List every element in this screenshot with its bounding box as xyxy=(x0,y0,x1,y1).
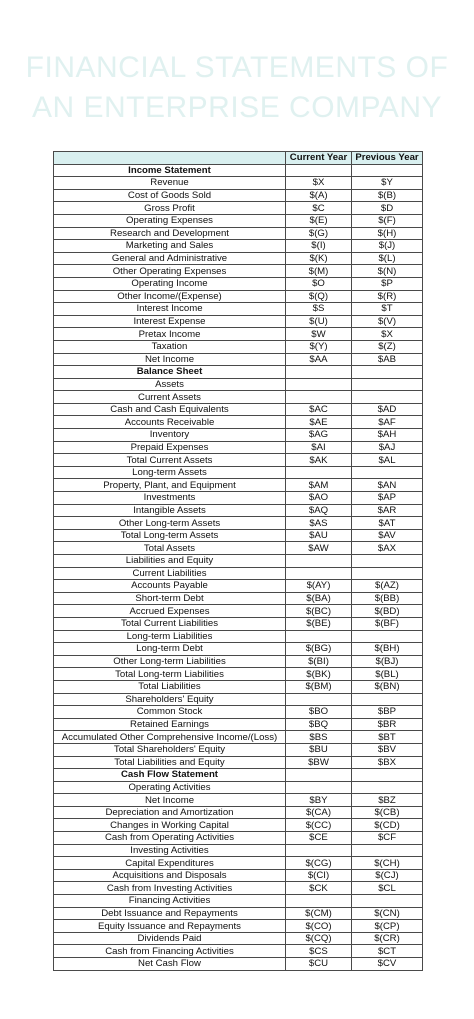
previous-year-value: $BR xyxy=(352,718,423,731)
table-row xyxy=(54,340,423,353)
table-row xyxy=(54,794,423,807)
row-label: Cash and Cash Equivalents xyxy=(54,403,286,416)
table-row xyxy=(54,555,423,568)
current-year-value: $AQ xyxy=(286,504,352,517)
previous-year-value: $D xyxy=(352,202,423,215)
section-heading-row xyxy=(54,164,423,177)
table-row xyxy=(54,958,423,971)
row-label: Total Long-term Assets xyxy=(54,529,286,542)
current-year-value: $(Y) xyxy=(286,340,352,353)
current-year-value: $AE xyxy=(286,416,352,429)
row-label: Financing Activities xyxy=(54,895,286,908)
table-row xyxy=(54,706,423,719)
current-year-value: $BS xyxy=(286,731,352,744)
current-year-value: $(BA) xyxy=(286,592,352,605)
current-year-value xyxy=(286,366,352,379)
header-blank xyxy=(54,152,286,165)
row-label: Other Long-term Liabilities xyxy=(54,655,286,668)
current-year-value: $AI xyxy=(286,441,352,454)
table-row xyxy=(54,857,423,870)
current-year-value xyxy=(286,630,352,643)
row-label: Total Current Assets xyxy=(54,454,286,467)
current-year-value: $(CI) xyxy=(286,869,352,882)
previous-year-value xyxy=(352,567,423,580)
current-year-value: $(A) xyxy=(286,189,352,202)
row-label: Cash from Investing Activities xyxy=(54,882,286,895)
table-row xyxy=(54,882,423,895)
table-row xyxy=(54,542,423,555)
previous-year-value: $(J) xyxy=(352,240,423,253)
row-label: Retained Earnings xyxy=(54,718,286,731)
table-body xyxy=(54,164,423,970)
row-label: Long-term Liabilities xyxy=(54,630,286,643)
row-label: Cash from Financing Activities xyxy=(54,945,286,958)
current-year-value: $O xyxy=(286,277,352,290)
row-label: Taxation xyxy=(54,340,286,353)
row-label: Acquisitions and Disposals xyxy=(54,869,286,882)
section-heading-row xyxy=(54,366,423,379)
previous-year-value: $(V) xyxy=(352,315,423,328)
row-label: Research and Development xyxy=(54,227,286,240)
current-year-value: $AA xyxy=(286,353,352,366)
table-row xyxy=(54,429,423,442)
row-label: Balance Sheet xyxy=(54,366,286,379)
row-label: Marketing and Sales xyxy=(54,240,286,253)
previous-year-value: $X xyxy=(352,328,423,341)
previous-year-value: $P xyxy=(352,277,423,290)
row-label: Accounts Payable xyxy=(54,580,286,593)
current-year-value xyxy=(286,769,352,782)
current-year-value: $AU xyxy=(286,529,352,542)
current-year-value: $W xyxy=(286,328,352,341)
previous-year-value: $BV xyxy=(352,743,423,756)
table-row xyxy=(54,630,423,643)
previous-year-value: $AL xyxy=(352,454,423,467)
row-label: Assets xyxy=(54,378,286,391)
row-label: Equity Issuance and Repayments xyxy=(54,920,286,933)
row-label: Cost of Goods Sold xyxy=(54,189,286,202)
current-year-value: $(CQ) xyxy=(286,932,352,945)
row-label: Shareholders' Equity xyxy=(54,693,286,706)
financial-table-container xyxy=(53,151,422,971)
row-label: Long-term Debt xyxy=(54,643,286,656)
row-label: Other Long-term Assets xyxy=(54,517,286,530)
row-label: Interest Income xyxy=(54,303,286,316)
row-label: Debt Issuance and Repayments xyxy=(54,907,286,920)
previous-year-value: $(N) xyxy=(352,265,423,278)
table-row xyxy=(54,580,423,593)
table-row xyxy=(54,643,423,656)
previous-year-value xyxy=(352,769,423,782)
title-line-2: AN ENTERPRISE COMPANY xyxy=(31,91,442,124)
previous-year-value: $(CD) xyxy=(352,819,423,832)
table-row xyxy=(54,920,423,933)
current-year-value: $BU xyxy=(286,743,352,756)
previous-year-value: $(BL) xyxy=(352,668,423,681)
table-row xyxy=(54,328,423,341)
previous-year-value: $(BJ) xyxy=(352,655,423,668)
table-row xyxy=(54,277,423,290)
previous-year-value: $(CR) xyxy=(352,932,423,945)
previous-year-value xyxy=(352,630,423,643)
table-row xyxy=(54,441,423,454)
current-year-value: $(CM) xyxy=(286,907,352,920)
row-label: Total Shareholders' Equity xyxy=(54,743,286,756)
previous-year-value: $(AZ) xyxy=(352,580,423,593)
previous-year-value: $(B) xyxy=(352,189,423,202)
previous-year-value: $(BN) xyxy=(352,680,423,693)
table-row xyxy=(54,202,423,215)
previous-year-value: $(BB) xyxy=(352,592,423,605)
current-year-value xyxy=(286,895,352,908)
current-year-value: $AS xyxy=(286,517,352,530)
page-title xyxy=(0,48,474,128)
row-label: Total Long-term Liabilities xyxy=(54,668,286,681)
previous-year-value xyxy=(352,844,423,857)
table-row xyxy=(54,378,423,391)
table-row xyxy=(54,454,423,467)
table-row xyxy=(54,907,423,920)
current-year-value: $AC xyxy=(286,403,352,416)
current-year-value: $(G) xyxy=(286,227,352,240)
table-row xyxy=(54,252,423,265)
row-label: Capital Expenditures xyxy=(54,857,286,870)
table-row xyxy=(54,945,423,958)
row-label: Gross Profit xyxy=(54,202,286,215)
row-label: Total Liabilities xyxy=(54,680,286,693)
current-year-value: $(I) xyxy=(286,240,352,253)
previous-year-value: $(L) xyxy=(352,252,423,265)
row-label: Revenue xyxy=(54,177,286,190)
row-label: Prepaid Expenses xyxy=(54,441,286,454)
previous-year-value: $(CN) xyxy=(352,907,423,920)
row-label: Dividends Paid xyxy=(54,932,286,945)
current-year-value: $(M) xyxy=(286,265,352,278)
previous-year-value: $CL xyxy=(352,882,423,895)
header-previous-year: Previous Year xyxy=(352,152,423,165)
current-year-value: $AG xyxy=(286,429,352,442)
previous-year-value xyxy=(352,164,423,177)
previous-year-value: $BP xyxy=(352,706,423,719)
row-label: Pretax Income xyxy=(54,328,286,341)
current-year-value: $(BI) xyxy=(286,655,352,668)
table-row xyxy=(54,731,423,744)
row-label: Investing Activities xyxy=(54,844,286,857)
row-label: Changes in Working Capital xyxy=(54,819,286,832)
current-year-value xyxy=(286,693,352,706)
row-label: Total Liabilities and Equity xyxy=(54,756,286,769)
previous-year-value: $(Z) xyxy=(352,340,423,353)
table-row xyxy=(54,315,423,328)
row-label: Total Current Liabilities xyxy=(54,617,286,630)
current-year-value: $X xyxy=(286,177,352,190)
previous-year-value: $AF xyxy=(352,416,423,429)
row-label: Total Assets xyxy=(54,542,286,555)
previous-year-value: $(BD) xyxy=(352,605,423,618)
row-label: Net Cash Flow xyxy=(54,958,286,971)
row-label: Operating Expenses xyxy=(54,214,286,227)
row-label: Intangible Assets xyxy=(54,504,286,517)
previous-year-value: $CF xyxy=(352,832,423,845)
table-row xyxy=(54,529,423,542)
previous-year-value: $AT xyxy=(352,517,423,530)
table-row xyxy=(54,617,423,630)
current-year-value: $(Q) xyxy=(286,290,352,303)
table-row xyxy=(54,504,423,517)
previous-year-value xyxy=(352,781,423,794)
row-label: Operating Activities xyxy=(54,781,286,794)
row-label: Cash Flow Statement xyxy=(54,769,286,782)
table-row xyxy=(54,290,423,303)
previous-year-value: $CV xyxy=(352,958,423,971)
previous-year-value: $AB xyxy=(352,353,423,366)
table-row xyxy=(54,592,423,605)
previous-year-value: $AV xyxy=(352,529,423,542)
previous-year-value: $AP xyxy=(352,492,423,505)
previous-year-value: $CT xyxy=(352,945,423,958)
previous-year-value: $(CP) xyxy=(352,920,423,933)
current-year-value: $(CO) xyxy=(286,920,352,933)
row-label: Current Liabilities xyxy=(54,567,286,580)
header-current-year: Current Year xyxy=(286,152,352,165)
row-label: Short-term Debt xyxy=(54,592,286,605)
row-label: Current Assets xyxy=(54,391,286,404)
previous-year-value: $(CJ) xyxy=(352,869,423,882)
row-label: Operating Income xyxy=(54,277,286,290)
current-year-value: $(K) xyxy=(286,252,352,265)
current-year-value: $C xyxy=(286,202,352,215)
table-row xyxy=(54,806,423,819)
row-label: Long-term Assets xyxy=(54,466,286,479)
current-year-value: $(E) xyxy=(286,214,352,227)
previous-year-value: $(CH) xyxy=(352,857,423,870)
previous-year-value: $(BH) xyxy=(352,643,423,656)
previous-year-value xyxy=(352,555,423,568)
table-row xyxy=(54,743,423,756)
current-year-value: $(AY) xyxy=(286,580,352,593)
current-year-value xyxy=(286,567,352,580)
table-row xyxy=(54,605,423,618)
current-year-value: $CK xyxy=(286,882,352,895)
financial-table xyxy=(53,151,423,971)
section-heading-row xyxy=(54,769,423,782)
table-row xyxy=(54,844,423,857)
table-row xyxy=(54,353,423,366)
current-year-value: $(BM) xyxy=(286,680,352,693)
current-year-value: $AM xyxy=(286,479,352,492)
table-row xyxy=(54,567,423,580)
current-year-value: $(CA) xyxy=(286,806,352,819)
current-year-value xyxy=(286,781,352,794)
current-year-value xyxy=(286,164,352,177)
current-year-value xyxy=(286,378,352,391)
table-row xyxy=(54,693,423,706)
table-row xyxy=(54,403,423,416)
row-label: Cash from Operating Activities xyxy=(54,832,286,845)
current-year-value: $AW xyxy=(286,542,352,555)
table-row xyxy=(54,303,423,316)
current-year-value: $BO xyxy=(286,706,352,719)
row-label: Accumulated Other Comprehensive Income/(Loss) xyxy=(54,731,286,744)
table-row xyxy=(54,895,423,908)
previous-year-value xyxy=(352,895,423,908)
current-year-value: $CS xyxy=(286,945,352,958)
row-label: Common Stock xyxy=(54,706,286,719)
row-label: Net Income xyxy=(54,353,286,366)
row-label: Investments xyxy=(54,492,286,505)
previous-year-value xyxy=(352,378,423,391)
current-year-value: $S xyxy=(286,303,352,316)
previous-year-value xyxy=(352,391,423,404)
row-label: Accrued Expenses xyxy=(54,605,286,618)
previous-year-value: $(CB) xyxy=(352,806,423,819)
previous-year-value: $(F) xyxy=(352,214,423,227)
row-label: Accounts Receivable xyxy=(54,416,286,429)
previous-year-value: $BZ xyxy=(352,794,423,807)
previous-year-value: $(BF) xyxy=(352,617,423,630)
previous-year-value: $BT xyxy=(352,731,423,744)
current-year-value: $AK xyxy=(286,454,352,467)
table-row xyxy=(54,819,423,832)
current-year-value: $(CC) xyxy=(286,819,352,832)
previous-year-value: $AR xyxy=(352,504,423,517)
row-label: General and Administrative xyxy=(54,252,286,265)
previous-year-value: $AX xyxy=(352,542,423,555)
table-row xyxy=(54,517,423,530)
table-row xyxy=(54,391,423,404)
table-row xyxy=(54,479,423,492)
row-label: Net Income xyxy=(54,794,286,807)
table-row xyxy=(54,718,423,731)
table-row xyxy=(54,214,423,227)
table-row xyxy=(54,869,423,882)
table-row xyxy=(54,227,423,240)
previous-year-value: $AJ xyxy=(352,441,423,454)
current-year-value: $BY xyxy=(286,794,352,807)
table-row xyxy=(54,265,423,278)
current-year-value: $CE xyxy=(286,832,352,845)
table-row xyxy=(54,832,423,845)
table-row xyxy=(54,189,423,202)
current-year-value: $(BE) xyxy=(286,617,352,630)
row-label: Inventory xyxy=(54,429,286,442)
previous-year-value: $(H) xyxy=(352,227,423,240)
table-row xyxy=(54,756,423,769)
current-year-value: $AO xyxy=(286,492,352,505)
current-year-value: $(BG) xyxy=(286,643,352,656)
table-row xyxy=(54,416,423,429)
table-header-row xyxy=(54,152,423,165)
previous-year-value: $BX xyxy=(352,756,423,769)
table-row xyxy=(54,466,423,479)
table-row xyxy=(54,655,423,668)
row-label: Other Operating Expenses xyxy=(54,265,286,278)
current-year-value: $BQ xyxy=(286,718,352,731)
current-year-value: $(BK) xyxy=(286,668,352,681)
row-label: Other Income/(Expense) xyxy=(54,290,286,303)
previous-year-value: $(R) xyxy=(352,290,423,303)
table-row xyxy=(54,932,423,945)
previous-year-value: $AH xyxy=(352,429,423,442)
table-row xyxy=(54,668,423,681)
previous-year-value xyxy=(352,366,423,379)
table-row xyxy=(54,177,423,190)
row-label: Interest Expense xyxy=(54,315,286,328)
row-label: Depreciation and Amortization xyxy=(54,806,286,819)
current-year-value xyxy=(286,466,352,479)
table-row xyxy=(54,781,423,794)
table-row xyxy=(54,240,423,253)
previous-year-value: $AN xyxy=(352,479,423,492)
row-label: Liabilities and Equity xyxy=(54,555,286,568)
title-line-1: FINANCIAL STATEMENTS OF xyxy=(25,51,449,84)
current-year-value xyxy=(286,844,352,857)
current-year-value: $CU xyxy=(286,958,352,971)
current-year-value: $(U) xyxy=(286,315,352,328)
table-row xyxy=(54,492,423,505)
current-year-value: $BW xyxy=(286,756,352,769)
current-year-value xyxy=(286,555,352,568)
row-label: Income Statement xyxy=(54,164,286,177)
previous-year-value: $Y xyxy=(352,177,423,190)
previous-year-value: $AD xyxy=(352,403,423,416)
row-label: Property, Plant, and Equipment xyxy=(54,479,286,492)
table-row xyxy=(54,680,423,693)
current-year-value xyxy=(286,391,352,404)
current-year-value: $(BC) xyxy=(286,605,352,618)
previous-year-value xyxy=(352,693,423,706)
previous-year-value xyxy=(352,466,423,479)
current-year-value: $(CG) xyxy=(286,857,352,870)
previous-year-value: $T xyxy=(352,303,423,316)
